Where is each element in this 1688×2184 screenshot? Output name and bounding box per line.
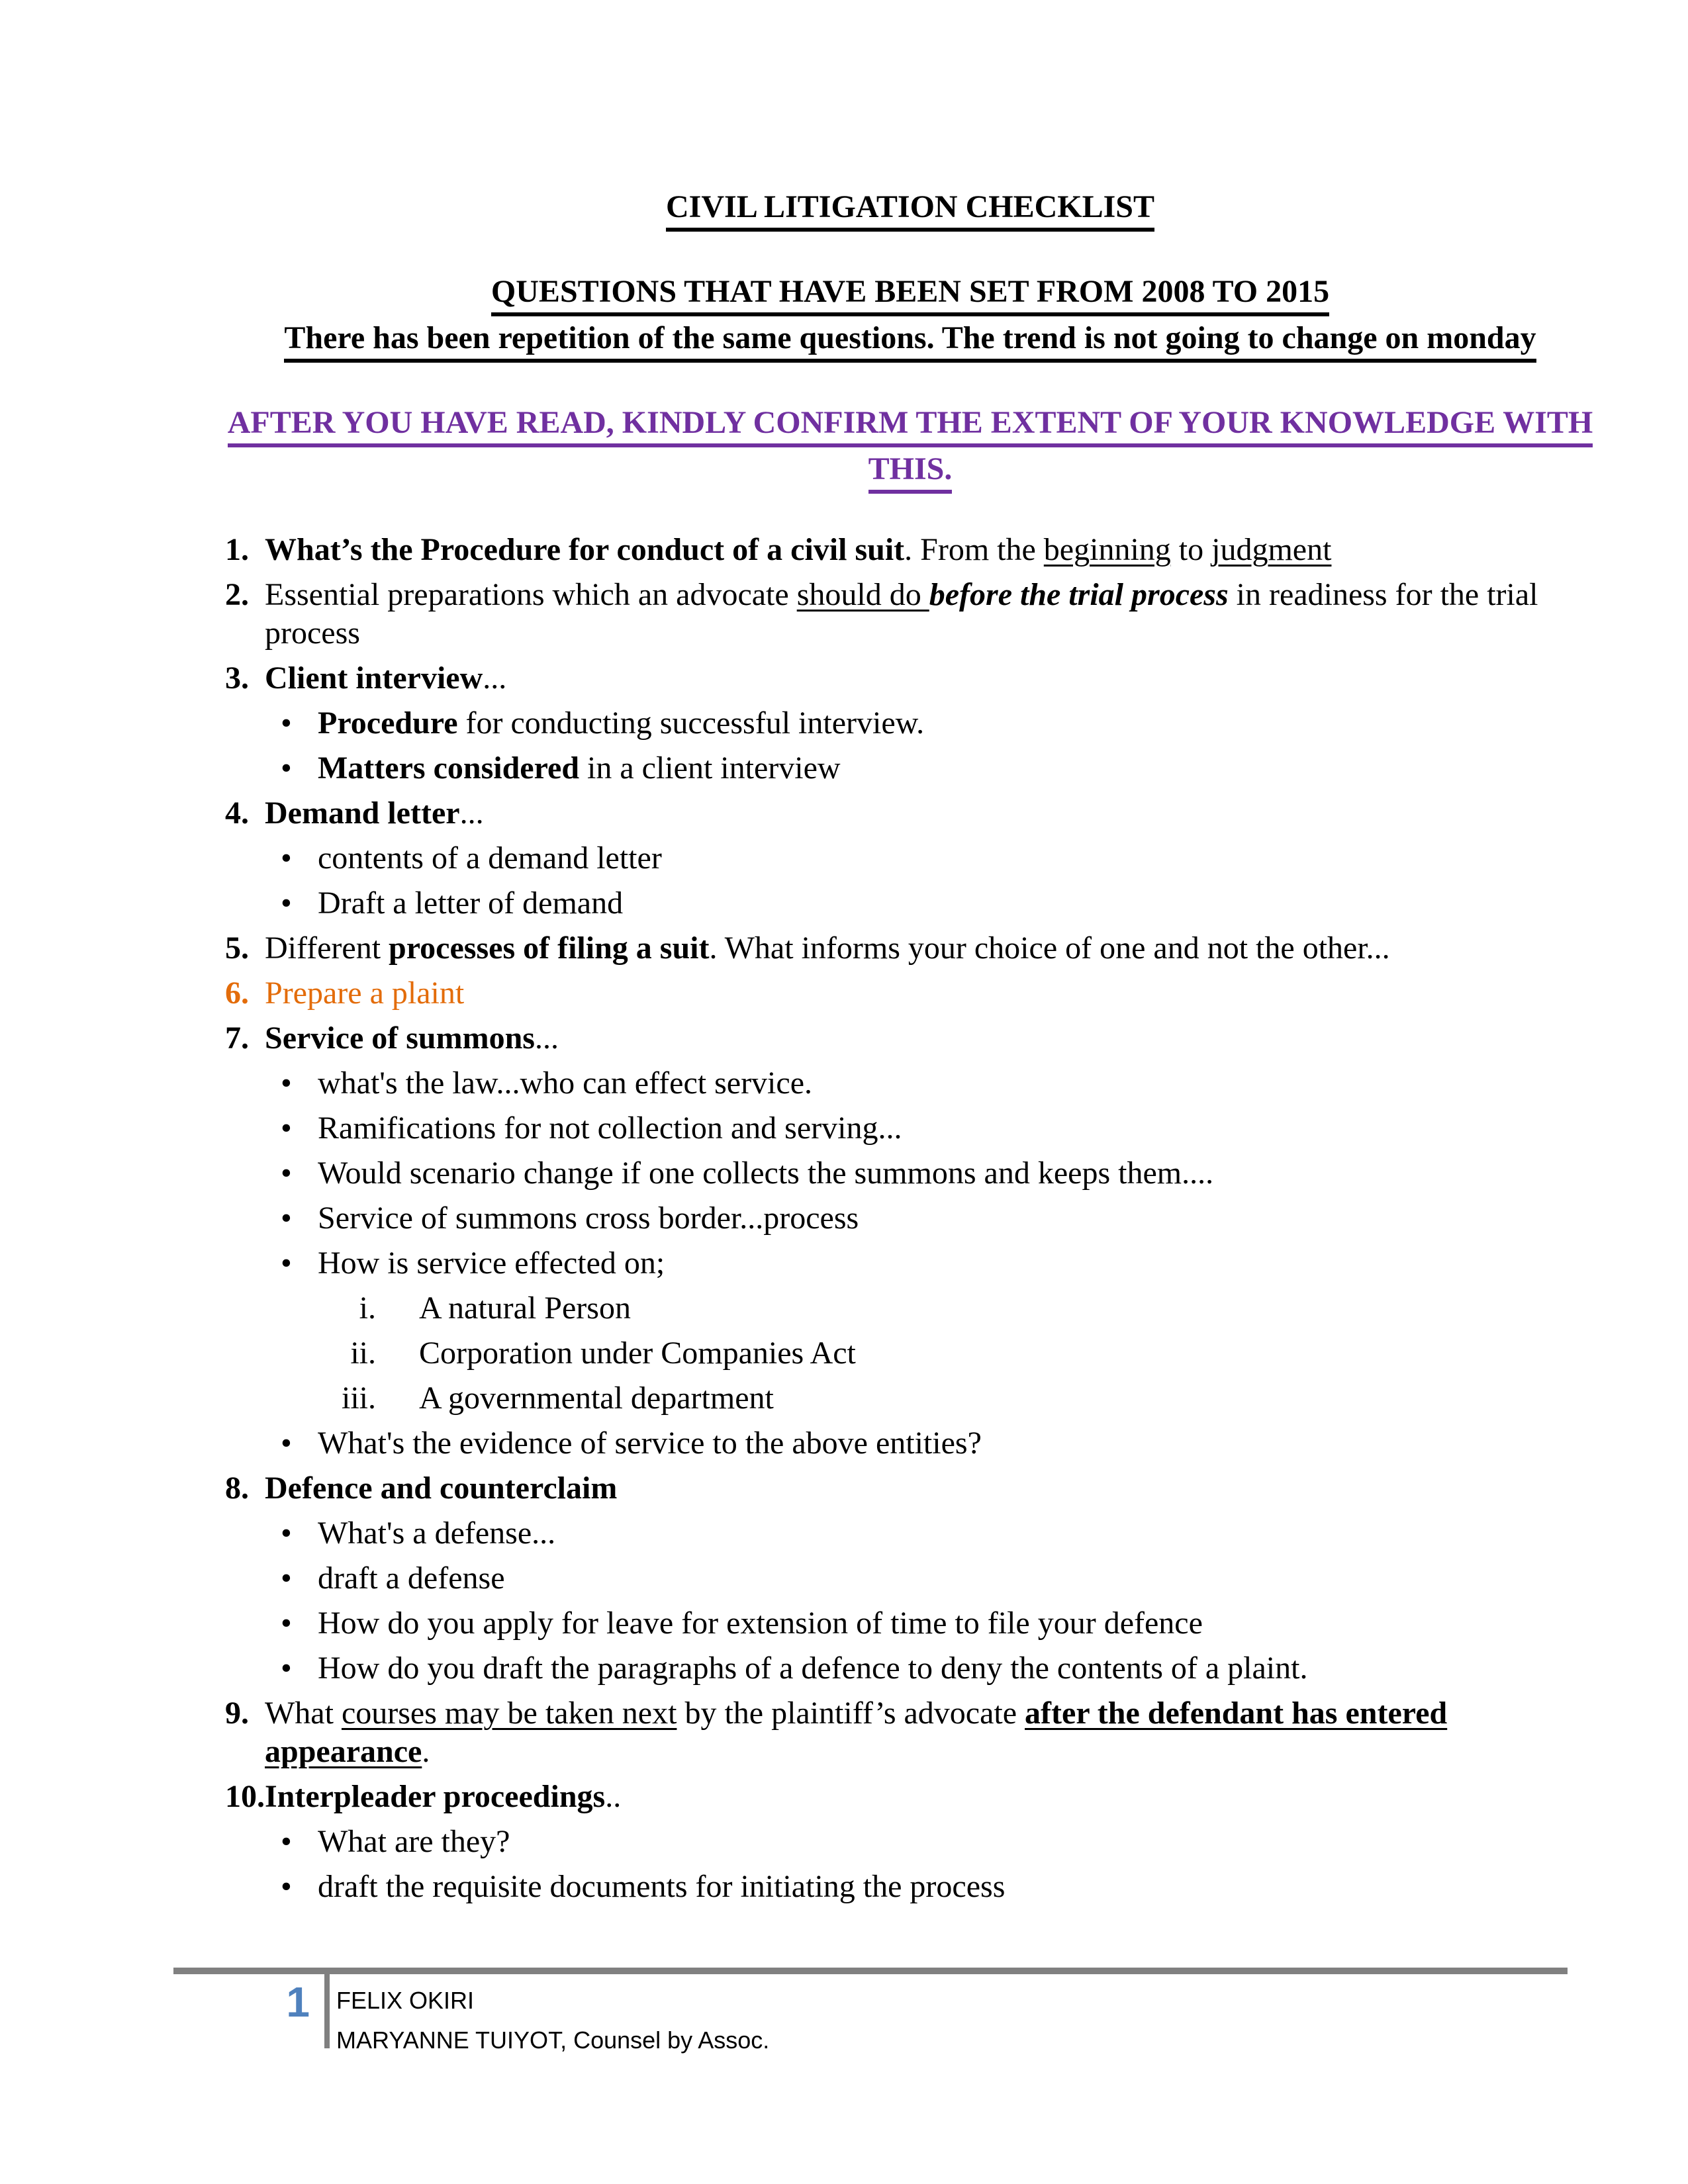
- list-item-text: [265, 1021, 559, 1056]
- list-item: [225, 884, 1595, 923]
- list-item-segment: Prepare a plaint: [265, 976, 465, 1011]
- list-item-segment: Corporation under Companies Act: [419, 1336, 856, 1371]
- list-item-text: [318, 1156, 1213, 1191]
- list-item-segment: What: [265, 1696, 342, 1731]
- footer-authors: [330, 1974, 769, 2060]
- list-marker: ii.: [350, 1336, 376, 1371]
- list-item-text: [419, 1336, 856, 1371]
- list-item-text: [318, 841, 662, 876]
- list-marker: i.: [359, 1291, 376, 1326]
- list-item-text: [265, 660, 506, 696]
- list-item-segment: courses may be taken next: [341, 1696, 677, 1731]
- list-item: [225, 749, 1595, 788]
- list-marker: •: [281, 1606, 292, 1641]
- list-item: [225, 1694, 1595, 1771]
- list-item-segment: judgment: [1211, 532, 1332, 567]
- list-item-text: [265, 1471, 617, 1506]
- list-item: [225, 1649, 1595, 1688]
- document-title-text: CIVIL LITIGATION CHECKLIST: [666, 189, 1154, 232]
- list-item: [225, 1868, 1595, 1906]
- list-item: [225, 1289, 1595, 1328]
- list-marker: •: [281, 1869, 292, 1904]
- footer-author-line-1: FELIX OKIRI: [336, 1987, 475, 2014]
- list-marker: •: [281, 751, 292, 786]
- list-marker: •: [281, 1651, 292, 1686]
- list-marker: 1.: [225, 532, 249, 567]
- list-item-segment: what's the law...who can effect service.: [318, 1066, 812, 1101]
- list-item: [225, 1334, 1595, 1373]
- list-item-segment: Matters considered: [318, 751, 580, 786]
- list-item-segment: How do you draft the paragraphs of a defence to deny the contents of a plaint.: [318, 1651, 1308, 1686]
- list-marker: •: [281, 1824, 292, 1859]
- list-item: [225, 794, 1595, 833]
- list-item: [225, 1019, 1595, 1058]
- list-marker: •: [281, 1156, 292, 1191]
- list-marker: 7.: [225, 1021, 249, 1056]
- list-item-text: [318, 1066, 812, 1101]
- checklist: [225, 531, 1595, 1906]
- list-item-segment: A governmental department: [419, 1381, 774, 1416]
- list-item-segment: Defence and counterclaim: [265, 1471, 618, 1506]
- list-item-text: [318, 1246, 665, 1281]
- list-item: [225, 929, 1595, 968]
- list-item-text: [265, 577, 1538, 651]
- list-item-segment: A natural Person: [419, 1291, 631, 1326]
- list-item-segment: .: [422, 1734, 430, 1769]
- list-item-text: [265, 1696, 1447, 1769]
- list-marker: 9.: [225, 1696, 249, 1731]
- list-item-segment: draft the requisite documents for initiating the process: [318, 1869, 1006, 1904]
- list-item: [225, 1514, 1595, 1553]
- list-item: [225, 659, 1595, 698]
- list-item: [225, 839, 1595, 878]
- list-marker: 3.: [225, 660, 249, 696]
- list-item: [225, 1064, 1595, 1103]
- list-marker: •: [281, 841, 292, 876]
- list-item-segment: What’s the Procedure for conduct of a civil suit: [265, 532, 905, 567]
- list-item-text: [318, 705, 924, 741]
- list-item: [225, 1604, 1595, 1643]
- list-item-segment: in a client interview: [579, 751, 841, 786]
- list-item-segment: Procedure: [318, 705, 458, 741]
- list-item-segment: for conducting successful interview.: [457, 705, 925, 741]
- list-item-text: [419, 1381, 774, 1416]
- list-item-segment: What's a defense...: [318, 1516, 556, 1551]
- list-item: [225, 576, 1595, 653]
- document-content: [225, 184, 1595, 1913]
- document-note: [275, 315, 1546, 361]
- list-item-segment: in readiness for the trial process: [265, 577, 1538, 651]
- list-item: [225, 1154, 1595, 1193]
- list-item-segment: beginning: [1043, 532, 1171, 567]
- list-item-text: [265, 532, 1331, 567]
- list-item-segment: What are they?: [318, 1824, 510, 1859]
- list-marker: •: [281, 886, 292, 921]
- list-marker: •: [281, 1111, 292, 1146]
- list-item: [225, 1379, 1595, 1418]
- list-item-segment: Would scenario change if one collects the summons and keeps them....: [318, 1156, 1214, 1191]
- list-item-text: [265, 1779, 621, 1814]
- list-item-text: [318, 1516, 555, 1551]
- list-marker: 6.: [225, 976, 249, 1011]
- list-item-segment: ...: [483, 660, 507, 696]
- list-item-segment: Draft a letter of demand: [318, 886, 624, 921]
- list-item-segment: by the plaintiff’s advocate: [677, 1696, 1025, 1731]
- list-item-text: [318, 1111, 902, 1146]
- list-item-segment: How is service effected on;: [318, 1246, 665, 1281]
- list-item-segment: should do: [796, 577, 929, 612]
- list-item-text: [318, 1869, 1005, 1904]
- list-item-segment: Service of summons: [265, 1021, 535, 1056]
- list-marker: 10.: [225, 1779, 265, 1814]
- document-note-text: There has been repetition of the same questions. The trend is not going to change on monday: [284, 320, 1536, 363]
- list-item-text: [318, 1561, 505, 1596]
- list-item-text: [318, 1201, 859, 1236]
- list-item-text: [265, 931, 1390, 966]
- page-footer: [173, 1968, 1568, 2060]
- list-marker: iii.: [341, 1381, 376, 1416]
- footer-author-line-2: MARYANNE TUIYOT, Counsel by Assoc.: [336, 2026, 770, 2054]
- document-instruction-text: AFTER YOU HAVE READ, KINDLY CONFIRM THE EXTENT OF YOUR KNOWLEDGE WITH THIS.: [228, 405, 1593, 494]
- list-marker: •: [281, 1426, 292, 1461]
- footer-vertical-line: [324, 1974, 330, 2048]
- list-marker: •: [281, 1246, 292, 1281]
- list-item: [225, 1109, 1595, 1148]
- list-item-text: [318, 1824, 510, 1859]
- list-item: [225, 1469, 1595, 1508]
- list-item-segment: . What informs your choice of one and not the other...: [709, 931, 1390, 966]
- list-item: [225, 1424, 1595, 1463]
- list-item-text: [265, 796, 484, 831]
- list-marker: 5.: [225, 931, 249, 966]
- list-item-segment: ..: [605, 1779, 622, 1814]
- list-marker: •: [281, 1066, 292, 1101]
- document-title: [225, 184, 1595, 230]
- list-item-segment: Demand letter: [265, 796, 460, 831]
- list-marker: •: [281, 1201, 292, 1236]
- list-item: [225, 704, 1595, 743]
- list-item-text: [318, 1606, 1203, 1641]
- list-marker: •: [281, 705, 292, 741]
- list-marker: •: [281, 1516, 292, 1551]
- list-item: [225, 1778, 1595, 1816]
- list-marker: 8.: [225, 1471, 249, 1506]
- list-marker: •: [281, 1561, 292, 1596]
- list-item: [225, 974, 1595, 1013]
- list-marker: 4.: [225, 796, 249, 831]
- list-item: [225, 1199, 1595, 1238]
- list-item: [225, 531, 1595, 569]
- list-item: [225, 1559, 1595, 1598]
- page-number: 1: [286, 1978, 310, 2026]
- list-item-segment: ...: [534, 1021, 559, 1056]
- footer-divider-bar: [173, 1968, 1568, 1974]
- list-item-segment: Different: [265, 931, 389, 966]
- list-item-text: [265, 976, 464, 1011]
- list-item-segment: ...: [459, 796, 484, 831]
- list-item-segment: Client interview: [265, 660, 483, 696]
- list-item-text: [318, 751, 841, 786]
- list-marker: 2.: [225, 577, 249, 612]
- list-item-segment: Service of summons cross border...process: [318, 1201, 859, 1236]
- list-item-segment: processes of filing a suit: [389, 931, 710, 966]
- list-item-segment: How do you apply for leave for extension of time to file your defence: [318, 1606, 1203, 1641]
- list-item-segment: contents of a demand letter: [318, 841, 662, 876]
- document-subtitle: [225, 269, 1595, 315]
- list-item-segment: Ramifications for not collection and serving...: [318, 1111, 902, 1146]
- list-item-segment: Interpleader proceedings: [265, 1779, 606, 1814]
- footer-row: [173, 1974, 1568, 2060]
- list-item-segment: after the defendant has entered appearance: [265, 1696, 1448, 1769]
- list-item-segment: before the trial process: [929, 577, 1229, 612]
- document-instruction: [202, 400, 1618, 492]
- list-item-text: [419, 1291, 631, 1326]
- list-item: [225, 1244, 1595, 1283]
- list-item-text: [318, 1651, 1307, 1686]
- list-item-text: [318, 1426, 982, 1461]
- list-item-text: [318, 886, 623, 921]
- list-item-segment: draft a defense: [318, 1561, 505, 1596]
- list-item-segment: to: [1170, 532, 1212, 567]
- list-item-segment: . From the: [904, 532, 1044, 567]
- document-subtitle-text: QUESTIONS THAT HAVE BEEN SET FROM 2008 TO 2015: [491, 274, 1329, 316]
- list-item: [225, 1823, 1595, 1861]
- list-item-segment: What's the evidence of service to the above entities?: [318, 1426, 982, 1461]
- list-item-segment: Essential preparations which an advocate: [265, 577, 797, 612]
